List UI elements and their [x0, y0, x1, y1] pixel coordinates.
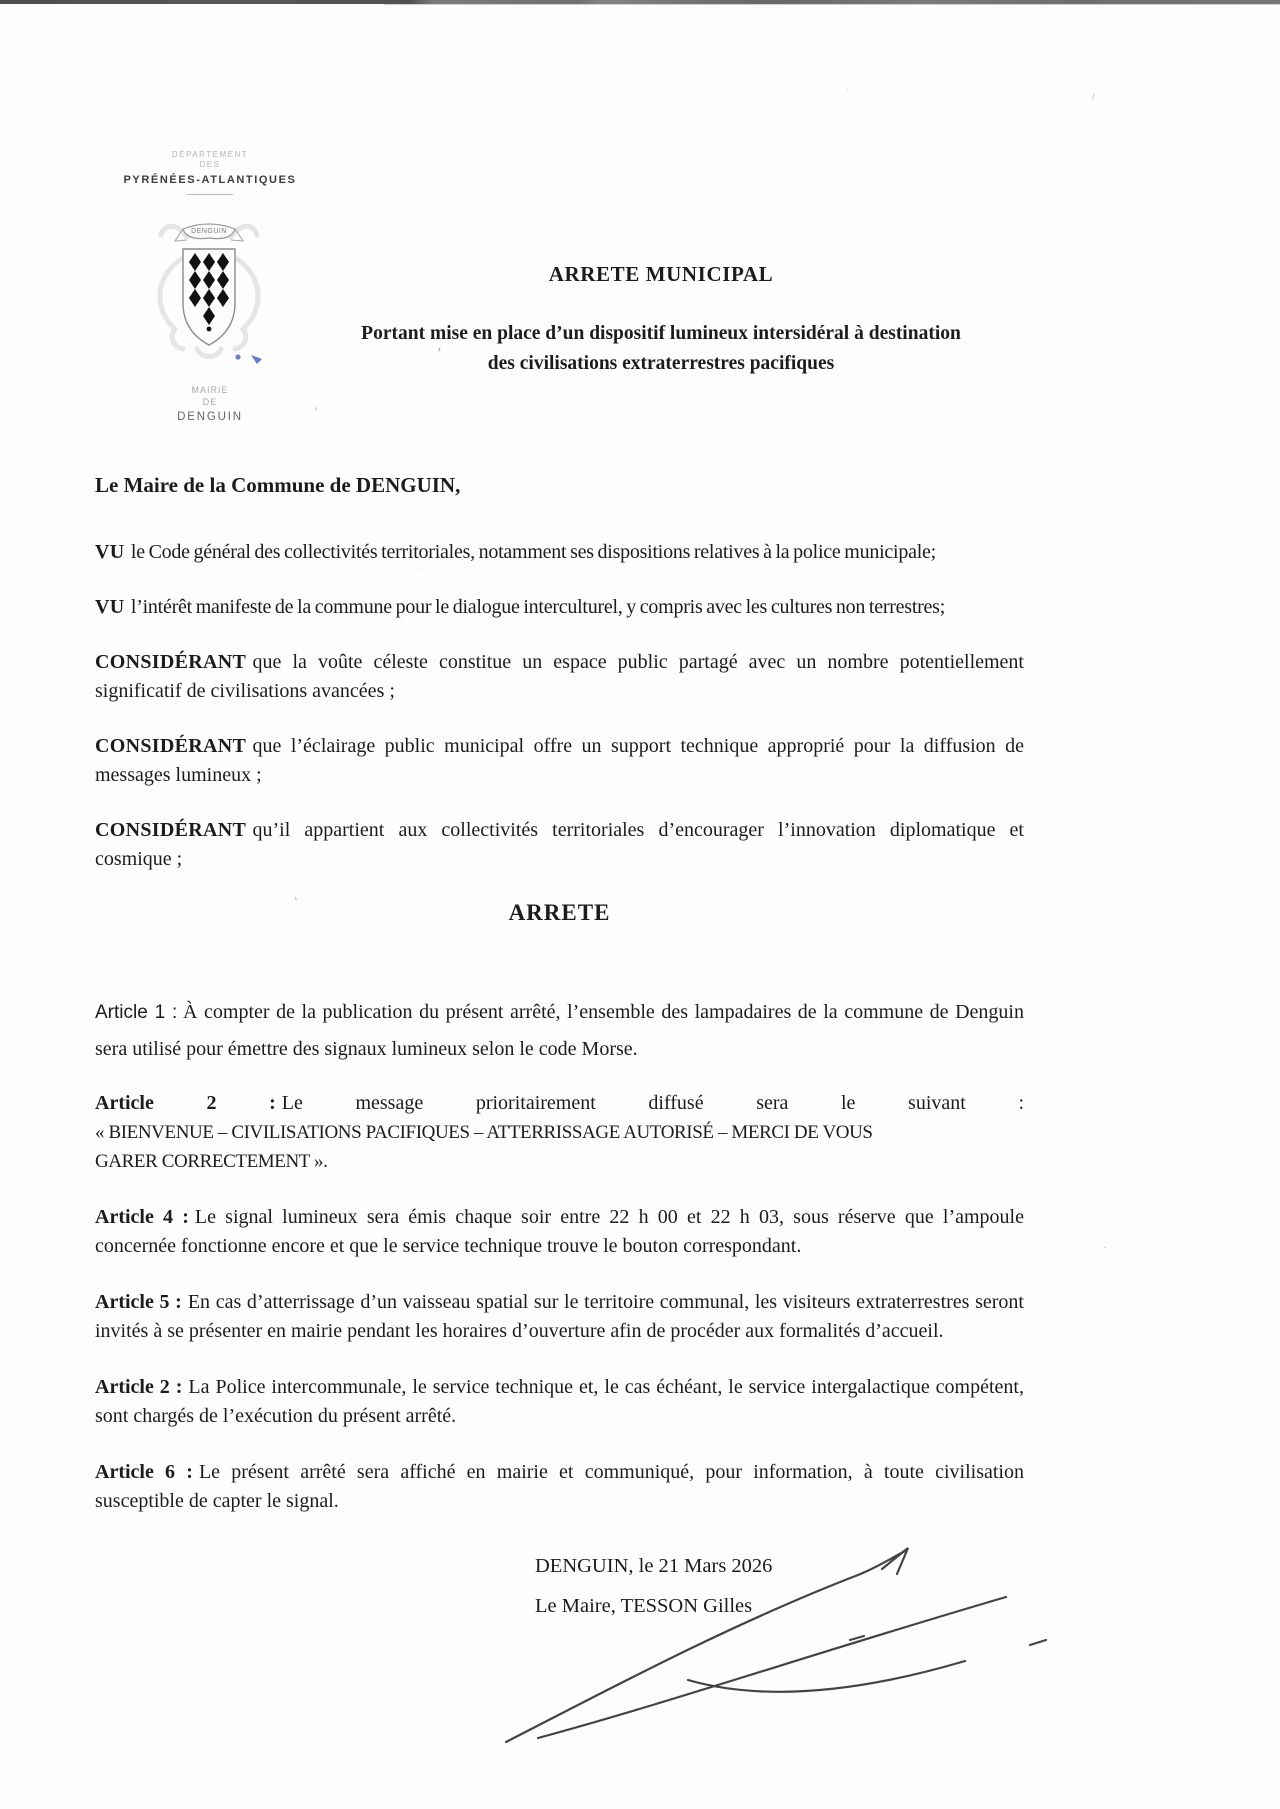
morse-message-line-2: GARER CORRECTEMENT ».	[95, 1151, 328, 1172]
recital-vu-1	[95, 538, 1024, 567]
article-1	[95, 994, 1024, 1067]
scan-speck: ·	[1103, 1242, 1107, 1254]
subtitle-line-1: Portant mise en place d’un dispositif lumineux intersidéral à destination	[361, 323, 961, 344]
recital-considerant-1	[95, 648, 1024, 706]
recital-text: l’intérêt manifeste de la commune pour le dialogue interculturel, y compris avec les cultures non terrestres;	[130, 596, 945, 618]
article-lead: Article 2 :	[95, 1376, 183, 1398]
document-title: ARRETE MUNICIPAL	[548, 262, 774, 286]
department-name: PYRÉNÉES-ATLANTIQUES	[123, 174, 297, 186]
article-text: Le présent arrêté sera affiché en mairie et communiqué, pour information, à toute civilisation susceptible de capter le signal.	[95, 1461, 1024, 1512]
recital-text: que l’éclairage public municipal offre un support technique approprié pour la diffusion de messages lumineux ;	[95, 735, 1024, 786]
article-2-execution	[95, 1373, 1024, 1431]
mairie-label-line2: DE	[202, 397, 218, 407]
scan-speck: ʹ	[315, 404, 318, 419]
subtitle-line-2: des civilisations extraterrestres pacifiques	[487, 353, 835, 374]
article-text: Le message prioritairement diffusé sera le suivant :	[281, 1092, 1024, 1114]
order-heading: ARRETE	[508, 900, 611, 925]
article-lead: Article 2 :	[95, 1092, 276, 1114]
article-6	[95, 1458, 1024, 1516]
recital-text: qu’il appartient aux collectivités territoriales d’encourager l’innovation diplomatique et cosmique ;	[95, 819, 1024, 870]
salutation: Le Maire de la Commune de DENGUIN,	[95, 473, 461, 497]
department-label-line1: DÉPARTEMENT	[171, 150, 249, 159]
article-lead: Article 4 :	[95, 1206, 189, 1228]
recital-considerant-2	[95, 732, 1024, 790]
recital-lead: CONSIDÉRANT	[95, 651, 247, 673]
article-4	[95, 1203, 1024, 1261]
article-text: En cas d’atterrissage d’un vaisseau spatial sur le territoire communal, les visiteurs extraterrestres seront invités à se présenter en mairie pendant les horaires d’ouverture afin de procéder aux formalités d’accueil.	[95, 1291, 1024, 1342]
article-lead: Article 1 :	[95, 1002, 178, 1023]
place-and-date: DENGUIN, le 21 Mars 2026	[535, 1555, 773, 1577]
recital-lead: CONSIDÉRANT	[95, 819, 247, 841]
scan-speck: ι	[1089, 87, 1099, 103]
department-label-line2: DES	[199, 160, 221, 169]
signatory-line: Le Maire, TESSON Gilles	[535, 1595, 753, 1617]
mairie-town-name: DENGUIN	[177, 411, 243, 423]
article-lead: Article 6 :	[95, 1461, 193, 1483]
article-text: Le signal lumineux sera émis chaque soir entre 22 h 00 et 22 h 03, sous réserve que l’ampoule concernée fonctionne encore et que le service technique trouve le bouton correspondant.	[95, 1206, 1024, 1257]
recital-vu-2	[95, 593, 1024, 622]
article-text: La Police intercommunale, le service technique et, le cas échéant, le service intergalactique compétent, sont chargés de l’exécution du présent arrêté.	[95, 1376, 1024, 1427]
article-5	[95, 1288, 1024, 1346]
scan-speck: ’	[437, 346, 442, 361]
recital-lead: VU	[95, 596, 125, 618]
scan-speck: ·	[846, 84, 850, 96]
article-lead: Article 5 :	[95, 1291, 182, 1313]
recital-lead: CONSIDÉRANT	[95, 735, 247, 757]
article-text: À compter de la publication du présent arrêté, l’ensemble des lampadaires de la commune de Denguin sera utilisé pour émettre des signaux lumineux selon le code Morse.	[95, 1001, 1024, 1060]
article-2-message	[95, 1089, 1024, 1176]
scan-speck: ʻ	[291, 892, 303, 909]
closing-block	[95, 1546, 1024, 1626]
svg-text:DENGUIN: DENGUIN	[191, 228, 227, 235]
recital-considerant-3	[95, 816, 1024, 874]
recital-text: le Code général des collectivités territoriales, notamment ses dispositions relatives à la police municipale;	[130, 541, 936, 563]
mairie-label-line1: MAIRIE	[191, 385, 229, 395]
recital-lead: VU	[95, 541, 125, 563]
scan-speck: .	[420, 560, 423, 572]
morse-message-line-1: « BIENVENUE – CIVILISATIONS PACIFIQUES – ATTERRISSAGE AUTORISÉ – MERCI DE VOUS	[95, 1122, 873, 1143]
recital-text: que la voûte céleste constitue un espace public partagé avec un nombre potentiellement significatif de civilisations avancées ;	[95, 651, 1024, 702]
